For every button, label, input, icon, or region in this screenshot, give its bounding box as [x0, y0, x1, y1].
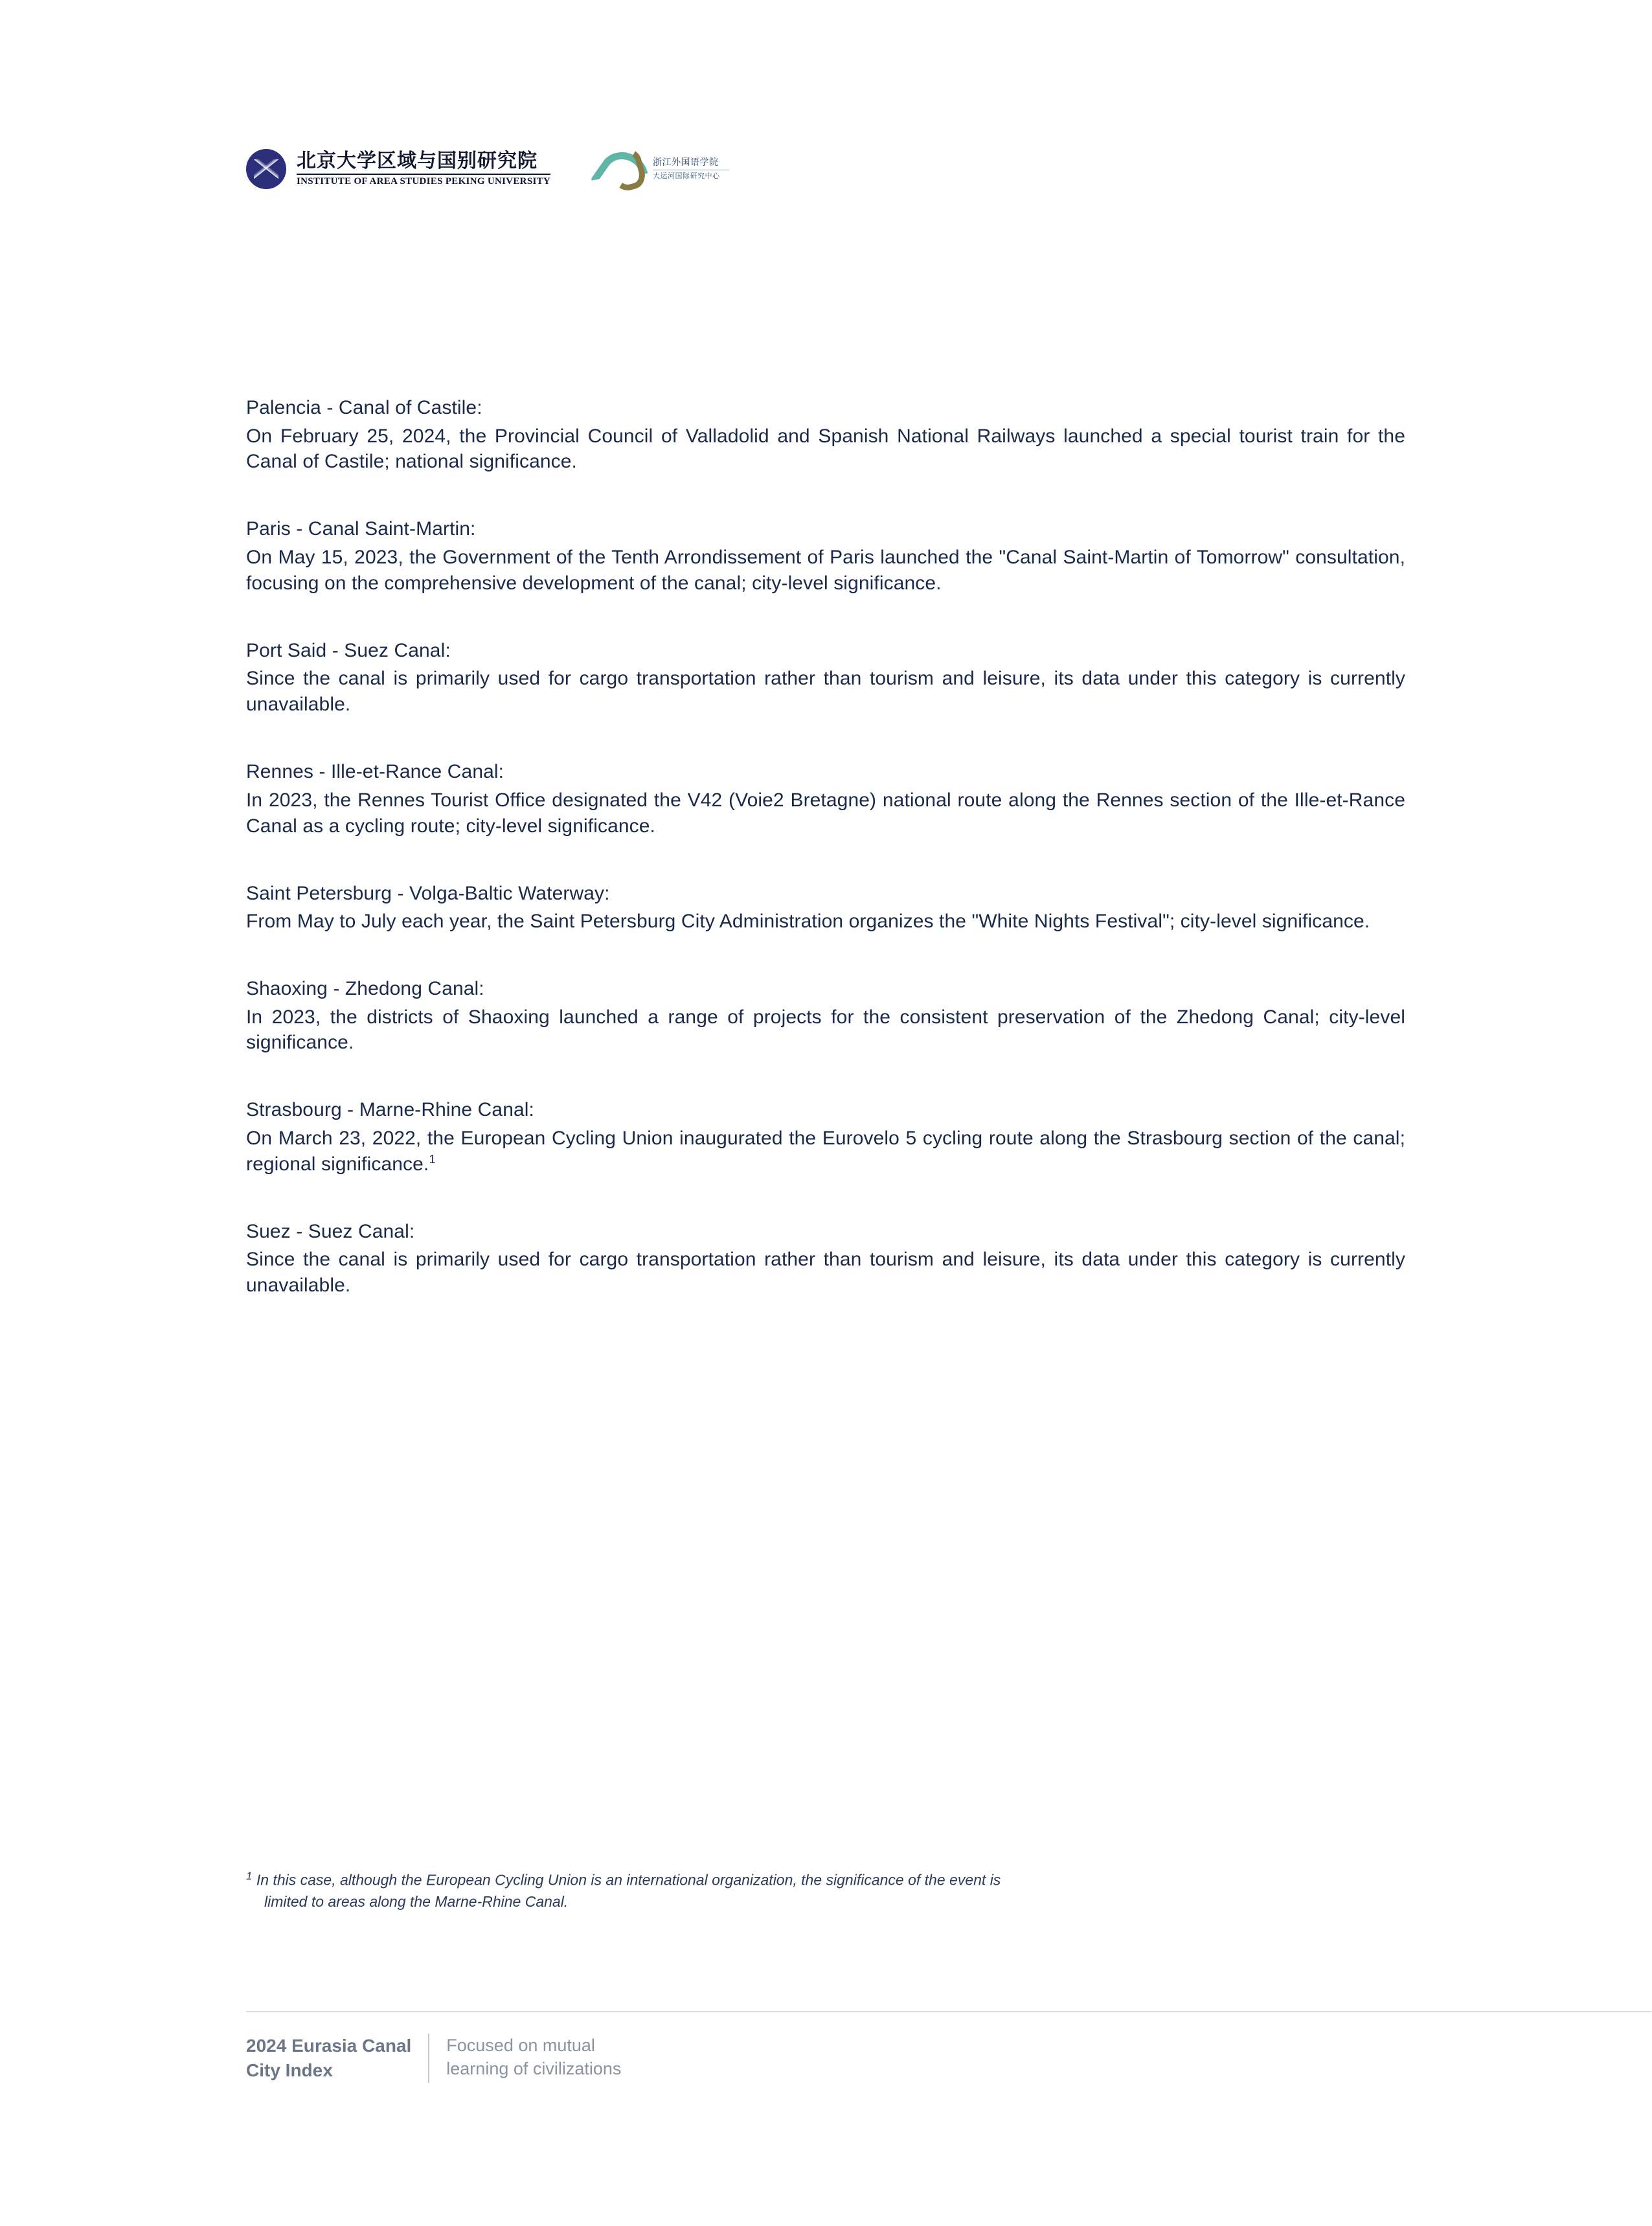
footer-tagline-line1: Focused on mutual [446, 2036, 595, 2055]
canal-logo-chinese-line2: 大运河国际研究中心 [653, 172, 720, 181]
entry-description-text: On March 23, 2022, the European Cycling Union inaugurated the Eurovelo 5 cycling route along the Strasbourg section of the canal; regional significance. [246, 1127, 1405, 1175]
entry-city-line: Strasbourg - Marne-Rhine Canal: [246, 1099, 534, 1121]
entry-strasbourg [246, 1097, 1405, 1177]
pku-logo-english: INSTITUTE OF AREA STUDIES PEKING UNIVERSITY [297, 174, 550, 187]
document-footer [246, 2034, 621, 2083]
canal-center-logo [596, 149, 729, 189]
entry-description: In 2023, the Rennes Tourist Office designated the V42 (Voie2 Bretagne) national route along the Rennes section of the Ille-et-Rance Canal as a cycling route; city-level significance. [246, 789, 1405, 837]
footnote-block [246, 1868, 1405, 1913]
footer-divider [246, 2011, 1651, 2012]
entry-paris [246, 516, 1405, 596]
entry-saint-petersburg [246, 881, 1405, 935]
entry-city-line: Suez - Suez Canal: [246, 1220, 415, 1242]
canal-logo-text [653, 157, 729, 181]
document-header [246, 149, 729, 189]
entry-city-line: Rennes - Ille-et-Rance Canal: [246, 761, 504, 783]
entry-description: Since the canal is primarily used for cargo transportation rather than tourism and leisure, its data under this category is currently unavailable. [246, 1249, 1405, 1297]
entry-city-line: Palencia - Canal of Castile: [246, 397, 482, 418]
entry-shaoxing [246, 976, 1405, 1056]
footnote-marker: 1 [246, 1870, 253, 1882]
pku-logo [246, 149, 550, 189]
footer-vertical-divider [428, 2034, 429, 2083]
footer-title [246, 2034, 411, 2083]
document-body [246, 395, 1405, 1299]
canal-swirl-icon [596, 149, 644, 189]
entry-city-line: Paris - Canal Saint-Martin: [246, 518, 476, 540]
entry-rennes [246, 759, 1405, 839]
footnote-line2: limited to areas along the Marne-Rhine Canal. [264, 1893, 569, 1910]
footer-tagline [446, 2034, 621, 2081]
entry-description [246, 1126, 1405, 1177]
footnote-line1: In this case, although the European Cycling Union is an international organization, the significance of the event is [256, 1871, 1001, 1889]
entry-palencia [246, 395, 1405, 475]
footer-title-line2: City Index [246, 2060, 333, 2080]
pku-logo-text [297, 151, 550, 187]
entry-description: On February 25, 2024, the Provincial Council of Valladolid and Spanish National Railways launched a special tourist train for the Canal of Castile; national significance. [246, 425, 1405, 473]
entry-description: From May to July each year, the Saint Petersburg City Administration organizes the "White Nights Festival"; city-level significance. [246, 911, 1370, 933]
entry-suez [246, 1219, 1405, 1299]
footer-title-line1: 2024 Eurasia Canal [246, 2036, 412, 2056]
entry-city-line: Shaoxing - Zhedong Canal: [246, 977, 484, 999]
entry-port-said [246, 638, 1405, 718]
entry-description: On May 15, 2023, the Government of the Tenth Arrondissement of Paris launched the "Canal Saint-Martin of Tomorrow" consultation, focusing on the comprehensive development of the canal; city-level significance. [246, 546, 1405, 594]
entry-city-line: Saint Petersburg - Volga-Baltic Waterway: [246, 882, 610, 904]
footnote-reference[interactable]: 1 [429, 1152, 436, 1166]
pku-seal-icon [246, 149, 286, 189]
entry-description: In 2023, the districts of Shaoxing launched a range of projects for the consistent preservation of the Zhedong Canal; city-level significance. [246, 1006, 1405, 1054]
entry-description: Since the canal is primarily used for cargo transportation rather than tourism and leisure, its data under this category is currently unavailable. [246, 668, 1405, 716]
entry-city-line: Port Said - Suez Canal: [246, 639, 451, 661]
canal-logo-chinese-line1: 浙江外国语学院 [653, 157, 719, 168]
pku-logo-chinese: 北京大学区域与国别研究院 [297, 149, 537, 172]
footer-tagline-line2: learning of civilizations [446, 2059, 622, 2079]
